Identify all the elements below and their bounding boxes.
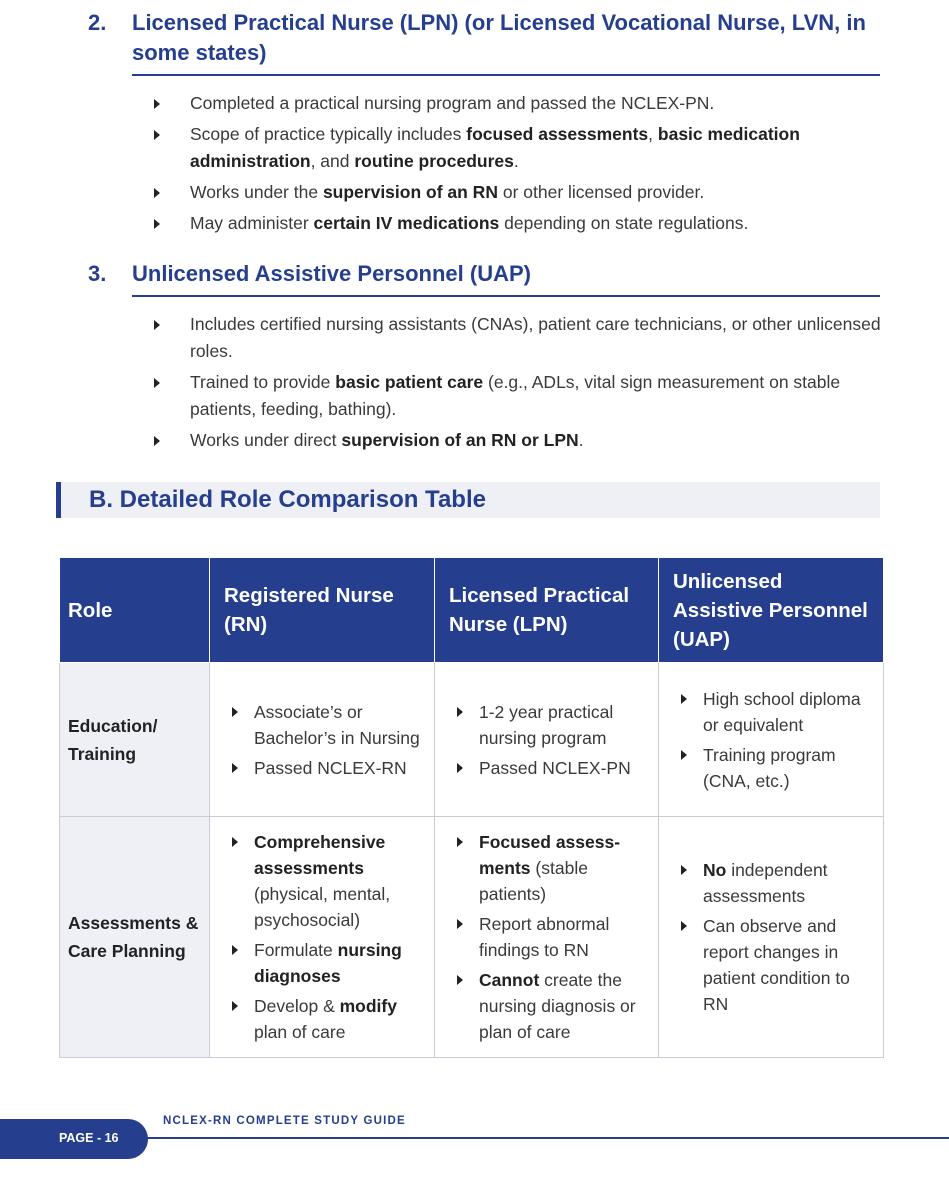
list-item: Works under the supervision of an RN or other licensed provider. bbox=[150, 179, 890, 206]
list-item: 1-2 year practical nursing program bbox=[451, 699, 650, 751]
section-2-bullets bbox=[150, 90, 890, 241]
cell-lpn-education bbox=[435, 663, 659, 817]
section-3-rule bbox=[132, 295, 880, 297]
cell-uap-assessments bbox=[659, 817, 884, 1058]
list-item: Focused assess-ments (stable patients) bbox=[451, 829, 650, 907]
list-item: Scope of practice typically includes focused assessments, basic medication administration, and routine procedures. bbox=[150, 121, 890, 175]
list-item: Formulate nursing diagnoses bbox=[226, 937, 426, 989]
cell-lpn-assessments bbox=[435, 817, 659, 1058]
list-item: Comprehensive assessments (physical, mental, psychosocial) bbox=[226, 829, 426, 933]
cell-uap-education bbox=[659, 663, 884, 817]
header-uap: Unlicensed Assistive Personnel (UAP) bbox=[659, 558, 884, 663]
list-item: Passed NCLEX-RN bbox=[226, 755, 426, 781]
section-2-number: 2. bbox=[88, 10, 107, 35]
list-item: Trained to provide basic patient care (e.g., ADLs, vital sign measurement on stable patients, feeding, bathing). bbox=[150, 369, 890, 423]
footer-guide-label: NCLEX-RN COMPLETE STUDY GUIDE bbox=[163, 1115, 406, 1127]
role-comparison-table bbox=[59, 557, 884, 1058]
section-3-title: Unlicensed Assistive Personnel (UAP) bbox=[132, 261, 531, 286]
page-number: PAGE - 16 bbox=[59, 1131, 119, 1145]
list-item: Passed NCLEX-PN bbox=[451, 755, 650, 781]
list-item: Report abnormal findings to RN bbox=[451, 911, 650, 963]
section-2-rule bbox=[132, 74, 880, 76]
header-role: Role bbox=[60, 558, 210, 663]
list-item: Includes certified nursing assistants (CNAs), patient care technicians, or other unlicensed roles. bbox=[150, 311, 890, 365]
table-header-row bbox=[60, 558, 884, 663]
footer-rule bbox=[140, 1137, 949, 1139]
list-item: Associate’s or Bachelor’s in Nursing bbox=[226, 699, 426, 751]
list-item: Cannot create the nursing diagnosis or plan of care bbox=[451, 967, 650, 1045]
section-2-title: Licensed Practical Nurse (LPN) (or Licensed Vocational Nurse, LVN, in some states) bbox=[132, 10, 866, 65]
row-label-assessments: Assessments & Care Planning bbox=[60, 817, 210, 1058]
section-b-title: B. Detailed Role Comparison Table bbox=[89, 486, 486, 513]
list-item: May administer certain IV medications depending on state regulations. bbox=[150, 210, 890, 237]
section-b-heading bbox=[56, 482, 880, 518]
table-row bbox=[60, 663, 884, 817]
table-row bbox=[60, 817, 884, 1058]
list-item: Develop & modify plan of care bbox=[226, 993, 426, 1045]
list-item: Can observe and report changes in patient condition to RN bbox=[675, 913, 875, 1017]
header-rn: Registered Nurse (RN) bbox=[210, 558, 435, 663]
cell-rn-assessments bbox=[210, 817, 435, 1058]
row-label-education: Education/ Training bbox=[60, 663, 210, 817]
cell-rn-education bbox=[210, 663, 435, 817]
list-item: Training program (CNA, etc.) bbox=[675, 742, 875, 794]
list-item: High school diploma or equivalent bbox=[675, 686, 875, 738]
page-number-badge bbox=[0, 1119, 148, 1159]
list-item: No independent assessments bbox=[675, 857, 875, 909]
list-item: Works under direct supervision of an RN or LPN. bbox=[150, 427, 890, 454]
list-item: Completed a practical nursing program and passed the NCLEX-PN. bbox=[150, 90, 890, 117]
header-lpn: Licensed Practical Nurse (LPN) bbox=[435, 558, 659, 663]
section-3-bullets bbox=[150, 311, 890, 458]
section-3-number: 3. bbox=[88, 261, 107, 286]
